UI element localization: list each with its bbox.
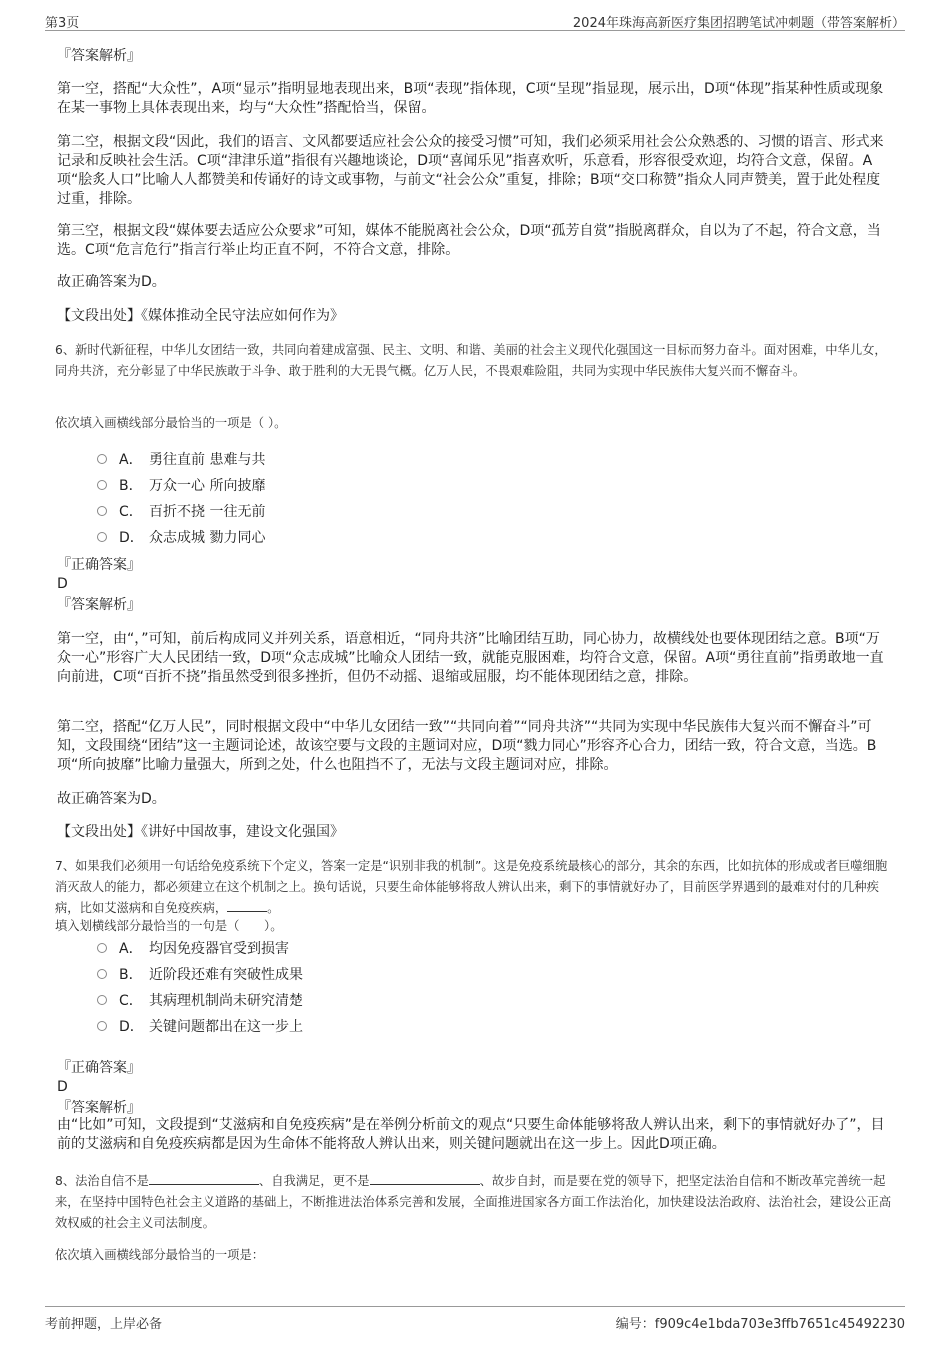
- q6-source: 【文段出处】《讲好中国故事，建设文化强国》: [57, 824, 344, 840]
- option-letter: A．: [119, 941, 143, 957]
- radio-icon[interactable]: [97, 532, 107, 542]
- q7-analysis: 由“比如”可知，文段提到“艾滋病和自免疫疾病”是在举例分析前文的观点“只要生命体能够将敌人辨认出来，剩下的事情就好办了”，目前的艾滋病和自免疫疾病都是因为生命体不能将敌人辨认出来，则关键问题就出在这一步上。因此D项正确。: [57, 1117, 885, 1152]
- option-letter: D．: [119, 530, 144, 546]
- radio-icon[interactable]: [97, 1021, 107, 1031]
- radio-icon[interactable]: [97, 454, 107, 464]
- q7-stem: [55, 856, 895, 919]
- q8-stem-text: 、故步自封，而是要在党的领导下，把坚定法治自信和不断改革完善统一起来，在坚持中国特色社会主义道路的基础上，不断推进法治体系完善和发展，全面推进国家各方面工作法治化，加快建设法治政府、法治社会，建设公正高效权威的社会主义司法制度。: [55, 1174, 892, 1230]
- footer-slogan: 考前押题，上岸必备: [45, 1317, 163, 1332]
- q7-analysis-label: 『答案解析』: [57, 1100, 141, 1116]
- q8-prompt: 依次填入画横线部分最恰当的一项是：: [55, 1248, 265, 1262]
- option-letter: C．: [119, 504, 143, 520]
- q5-analysis-label: 『答案解析』: [57, 48, 141, 64]
- q6-conclusion: 故正确答案为D。: [57, 791, 166, 807]
- option-text: 勇往直前 患难与共: [149, 452, 266, 468]
- q7-option-b[interactable]: [97, 965, 303, 985]
- q7-answer: D: [57, 1079, 68, 1095]
- q7-option-d[interactable]: [97, 1017, 303, 1037]
- option-text: 万众一心 所向披靡: [149, 478, 266, 494]
- q8-stem-text: 8、法治自信不是: [55, 1174, 149, 1188]
- q5-conclusion: 故正确答案为D。: [57, 274, 166, 290]
- q7-prompt: 填入划横线部分最恰当的一句是（ ）。: [55, 919, 283, 933]
- option-letter: A．: [119, 452, 143, 468]
- option-text: 众志成城 勠力同心: [149, 530, 266, 546]
- radio-icon[interactable]: [97, 995, 107, 1005]
- q7-option-a[interactable]: [97, 939, 289, 959]
- option-text: 百折不挠 一往无前: [149, 504, 266, 520]
- option-letter: D．: [119, 1019, 144, 1035]
- q6-answer: D: [57, 576, 68, 592]
- option-letter: B．: [119, 478, 143, 494]
- option-text: 均因免疫器官受到损害: [149, 941, 289, 957]
- document-code: 编号：f909c4e1bda703e3ffb7651c45492230: [615, 1317, 905, 1332]
- q5-analysis-para3: 第三空，根据文段“媒体要去适应公众要求”可知，媒体不能脱离社会公众，D项“孤芳自赏”指脱离群众，自以为了不起，符合文意，当选。C项“危言危行”指言行举止均正直不阿，不符合文意，排除。: [57, 223, 881, 258]
- q5-source: 【文段出处】《媒体推动全民守法应如何作为》: [57, 308, 344, 324]
- option-letter: B．: [119, 967, 143, 983]
- answer-blank: [370, 1170, 480, 1185]
- radio-icon[interactable]: [97, 506, 107, 516]
- radio-icon[interactable]: [97, 943, 107, 953]
- q8-stem-text: 、自我满足，更不是: [258, 1174, 370, 1188]
- answer-blank: [149, 1170, 259, 1185]
- q6-stem: 6、新时代新征程，中华儿女团结一致，共同向着建成富强、民主、文明、和谐、美丽的社会主义现代化强国这一目标而努力奋斗。面对困难，中华儿女，同舟共济，充分彰显了中华民族敢于斗争、敢于胜利的大无畏气概。亿万人民，不畏艰难险阻，共同为实现中华民族伟大复兴而不懈奋斗。: [55, 343, 887, 378]
- option-letter: C．: [119, 993, 143, 1009]
- q7-option-c[interactable]: [97, 991, 303, 1011]
- radio-icon[interactable]: [97, 480, 107, 490]
- page-number: 第3页: [45, 16, 80, 31]
- q6-option-d[interactable]: [97, 528, 265, 548]
- q6-analysis-label: 『答案解析』: [57, 597, 141, 613]
- option-text: 近阶段还难有突破性成果: [149, 967, 303, 983]
- page-header: [45, 8, 905, 31]
- q6-option-b[interactable]: [97, 476, 265, 496]
- q7-stem-end: 。: [267, 901, 280, 915]
- q8-stem: [55, 1170, 895, 1234]
- q6-analysis-para1: 第一空，由“，”可知，前后构成同义并列关系，语意相近，“同舟共济”比喻团结互助，同心协力，故横线处也要体现团结之意。B项“万众一心”形容广大人民团结一致，D项“众志成城”比喻众人团结一致，就能克服困难，均符合文意，保留。A项“勇往直前”指勇敢地一直向前进，C项“百折不挠”指虽然受到很多挫折，但仍不动摇、退缩或屈服，均不能体现团结之意，排除。: [57, 631, 884, 685]
- q7-stem-text: 7、如果我们必须用一句话给免疫系统下个定义，答案一定是“识别非我的机制”。这是免疫系统最核心的部分，其余的东西，比如抗体的形成或者巨噬细胞消灭敌人的能力，都必须建立在这个机制之上。换句话说，只要生命体能够将敌人辨认出来，剩下的事情就好办了，目前医学界遇到的最难对付的几种疾病，比如艾滋病和自免疫疾病，: [55, 859, 888, 915]
- q6-prompt: 依次填入画横线部分最恰当的一项是（ ）。: [55, 416, 287, 430]
- q5-analysis-para1: 第一空，搭配“大众性”，A项“显示”指明显地表现出来，B项“表现”指体现，C项“呈现”指显现，展示出，D项“体现”指某种性质或现象在某一事物上具体表现出来，均与“大众性”搭配恰当，保留。: [57, 81, 884, 116]
- option-text: 关键问题都出在这一步上: [149, 1019, 303, 1035]
- document-title: 2024年珠海高新医疗集团招聘笔试冲刺题（带答案解析）: [572, 16, 905, 31]
- q6-answer-label: 『正确答案』: [57, 557, 141, 573]
- page-footer: [45, 1306, 905, 1337]
- q6-option-c[interactable]: [97, 502, 265, 522]
- radio-icon[interactable]: [97, 969, 107, 979]
- q6-analysis-para2: 第二空，搭配“亿万人民”，同时根据文段中“中华儿女团结一致”“共同向着”“同舟共济”“共同为实现中华民族伟大复兴而不懈奋斗”可知，文段围绕“团结”这一主题词论述，故该空要与文段的主题词对应，D项“戮力同心”形容齐心合力，团结一致，符合文意，当选。B项“所向披靡”比喻力量强大，所到之处，什么也阻挡不了，无法与文段主题词对应，排除。: [57, 719, 877, 773]
- q6-option-a[interactable]: [97, 450, 265, 470]
- option-text: 其病理机制尚未研究清楚: [149, 993, 303, 1009]
- q7-answer-label: 『正确答案』: [57, 1060, 141, 1076]
- q5-analysis-para2: 第二空，根据文段“因此，我们的语言、文风都要适应社会公众的接受习惯”可知，我们必须采用社会公众熟悉的、习惯的语言、形式来记录和反映社会生活。C项“津津乐道”指很有兴趣地谈论，D项“喜闻乐见”指喜欢听，乐意看，形容很受欢迎，均符合文意，保留。A项“脍炙人口”比喻人人都赞美和传诵好的诗文或事物，与前文“社会公众”重复，排除；B项“交口称赞”指众人同声赞美，置于此处程度过重，排除。: [57, 134, 884, 207]
- answer-blank: [227, 899, 267, 912]
